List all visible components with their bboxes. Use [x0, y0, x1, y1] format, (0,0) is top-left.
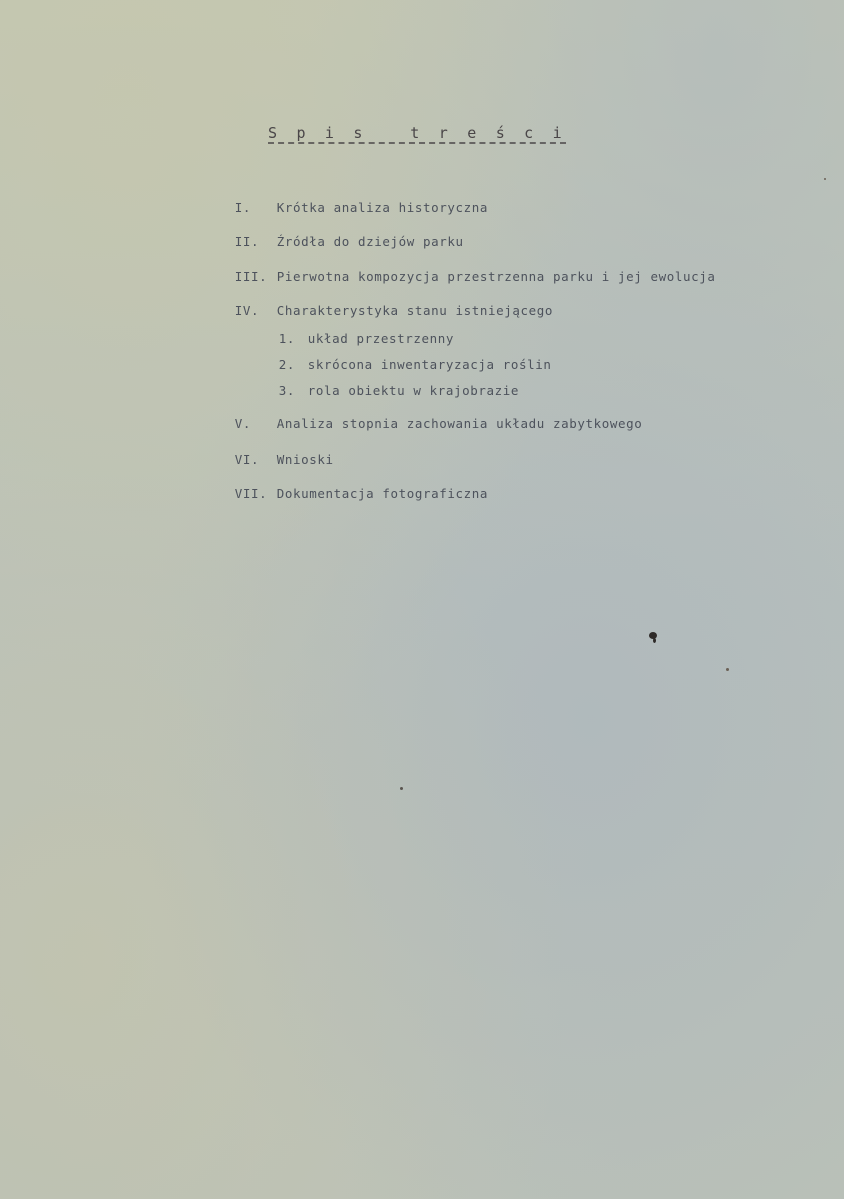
toc-subitem-text: skrócona inwentaryzacja roślin	[307, 357, 552, 372]
toc-subitem-number: 1.	[278, 331, 296, 346]
page-title: S p i s t r e ś c i	[268, 124, 567, 142]
toc-subitem-text: układ przestrzenny	[307, 331, 455, 346]
toc-item-number: IV.	[234, 303, 260, 318]
toc-item-number: I.	[234, 200, 252, 215]
toc-subitem-text: rola obiektu w krajobrazie	[307, 383, 520, 398]
toc-item-text: Źródła do dziejów parku	[276, 234, 464, 249]
toc-item-text: Analiza stopnia zachowania układu zabytkowego	[276, 416, 643, 431]
toc-item	[186, 471, 488, 516]
toc-subitem-number: 2.	[278, 357, 296, 372]
toc-item-text: Wnioski	[276, 452, 334, 467]
toc-item-text: Dokumentacja fotograficzna	[276, 486, 489, 501]
toc-item-number: III.	[234, 269, 268, 284]
toc-item-number: VI.	[234, 452, 260, 467]
toc-item-text: Krótka analiza historyczna	[276, 200, 489, 215]
toc-subitem-number: 3.	[278, 383, 296, 398]
toc-item-number: II.	[234, 234, 260, 249]
toc-item-text: Pierwotna kompozycja przestrzenna parku i jej ewolucja	[276, 269, 716, 284]
toc-item-number: V.	[234, 416, 252, 431]
toc-item-number: VII.	[234, 486, 268, 501]
toc-item-text: Charakterystyka stanu istniejącego	[276, 303, 554, 318]
